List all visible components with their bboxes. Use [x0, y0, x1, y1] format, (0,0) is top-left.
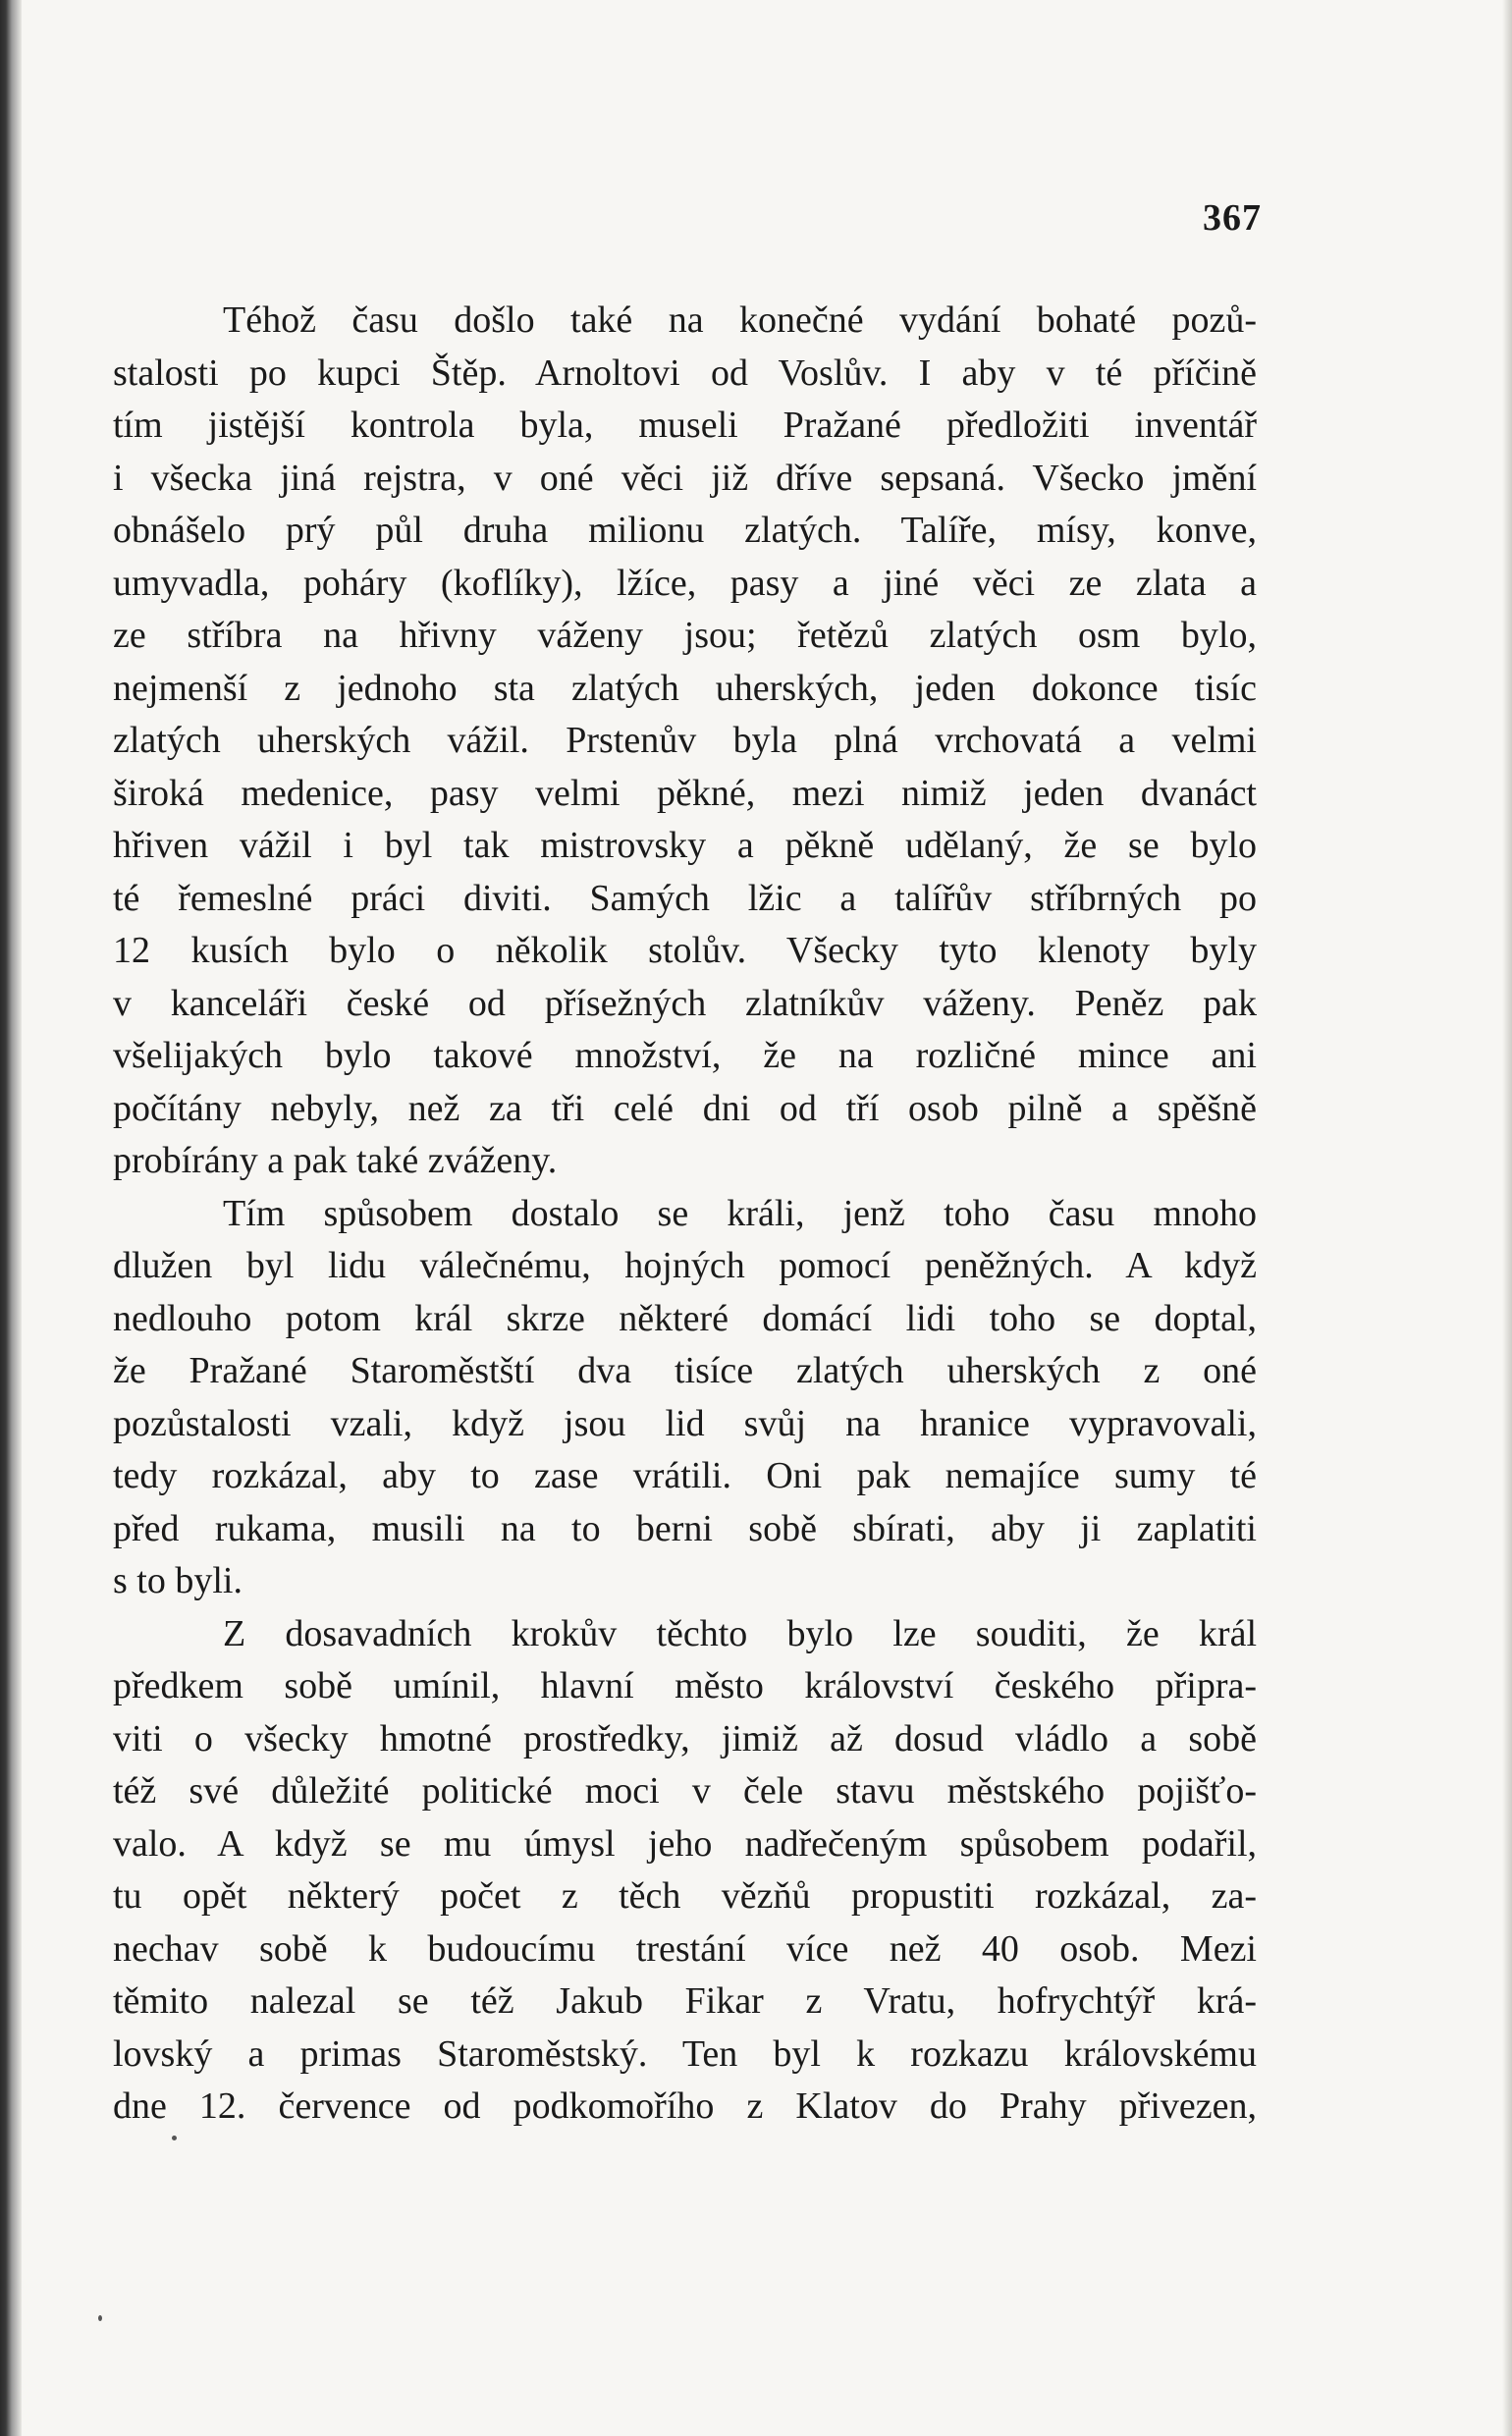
- text-line: tedy rozkázal, aby to zase vrátili. Oni pak nemajíce sumy té: [113, 1455, 1257, 1496]
- text-line: probírány a pak také zváženy.: [113, 1140, 558, 1181]
- text-line: předkem sobě umínil, hlavní město království českého připra-: [113, 1665, 1257, 1706]
- text-line: před rukama, musili na to berni sobě sbírati, aby ji zaplatiti: [113, 1507, 1257, 1549]
- body-text: [113, 295, 1257, 2134]
- page-number: 367: [1203, 197, 1262, 239]
- text-line: nejmenší z jednoho sta zlatých uherských, jeden dokonce tisíc: [113, 667, 1257, 709]
- text-line: Téhož času došlo také na konečné vydání bohaté pozů-: [223, 299, 1257, 341]
- text-line: 12 kusích bylo o několik stolův. Všecky tyto klenoty byly: [113, 930, 1257, 971]
- text-line: těmito nalezal se též Jakub Fikar z Vratu, hofrychtýř krá-: [113, 1980, 1257, 2022]
- text-line: i všecka jiná rejstra, v oné věci již dříve sepsaná. Všecko jmění: [113, 457, 1257, 499]
- text-line: nechav sobě k budoucímu trestání více než 40 osob. Mezi: [113, 1927, 1257, 1970]
- paper-speck: [172, 2136, 177, 2140]
- text-line: všelijakých bylo takové množství, že na rozličné mince ani: [113, 1035, 1257, 1076]
- text-line: Tím spůsobem dostalo se králi, jenž toho času mnoho: [223, 1192, 1257, 1234]
- text-line: tím jistější kontrola byla, museli Pražané předložiti inventář: [113, 405, 1257, 446]
- text-line: dne 12. července od podkomořího z Klatov do Prahy přivezen,: [113, 2085, 1257, 2127]
- text-line: dlužen byl lidu válečnému, hojných pomocí peněžných. A když: [113, 1245, 1257, 1286]
- paper-speck: [98, 2315, 102, 2321]
- text-line: valo. A když se mu úmysl jeho nadřečeným spůsobem podařil,: [113, 1822, 1257, 1865]
- text-line: pozůstalosti vzali, když jsou lid svůj na hranice vypravovali,: [113, 1402, 1257, 1444]
- text-line: viti o všecky hmotné prostředky, jimiž až dosud vládlo a sobě: [113, 1717, 1257, 1759]
- text-line: zlatých uherských vážil. Prstenův byla plná vrchovatá a velmi: [113, 720, 1257, 761]
- text-line: stalosti po kupci Štěp. Arnoltovi od Voslův. I aby v té příčině: [113, 352, 1257, 394]
- text-line: lovský a primas Staroměstský. Ten byl k rozkazu královskému: [113, 2032, 1257, 2075]
- text-line: počítány nebyly, než za tři celé dni od tří osob pilně a spěšně: [113, 1087, 1257, 1129]
- page-right-edge: [1502, 0, 1512, 2436]
- text-line: s to byli.: [113, 1560, 243, 1601]
- text-line: té řemeslné práci diviti. Samých lžic a talířův stříbrných po: [113, 877, 1257, 919]
- text-line: ze stříbra na hřivny váženy jsou; řetězů zlatých osm bylo,: [113, 615, 1257, 656]
- text-line: hřiven vážil i byl tak mistrovsky a pěkně udělaný, že se bylo: [113, 825, 1257, 866]
- text-line: že Pražané Staroměstští dva tisíce zlatých uherských z oné: [113, 1350, 1257, 1391]
- text-line: obnášelo prý půl druha milionu zlatých. Talíře, mísy, konve,: [113, 510, 1257, 551]
- text-line: Z dosavadních krokův těchto bylo lze souditi, že král: [223, 1612, 1257, 1654]
- text-line: umyvadla, poháry (koflíky), lžíce, pasy a jiné věci ze zlata a: [113, 562, 1257, 604]
- text-line: nedlouho potom král skrze některé domácí lidi toho se doptal,: [113, 1297, 1257, 1339]
- text-line: tu opět některý počet z těch vězňů propustiti rozkázal, za-: [113, 1875, 1257, 1917]
- text-line: v kanceláři české od přísežných zlatníkův váženy. Peněz pak: [113, 982, 1257, 1024]
- text-line: též své důležité politické moci v čele stavu městského pojišťo-: [113, 1770, 1257, 1812]
- text-line: široká medenice, pasy velmi pěkné, mezi nimiž jeden dvanáct: [113, 772, 1257, 814]
- page-binding-edge: [0, 0, 22, 2436]
